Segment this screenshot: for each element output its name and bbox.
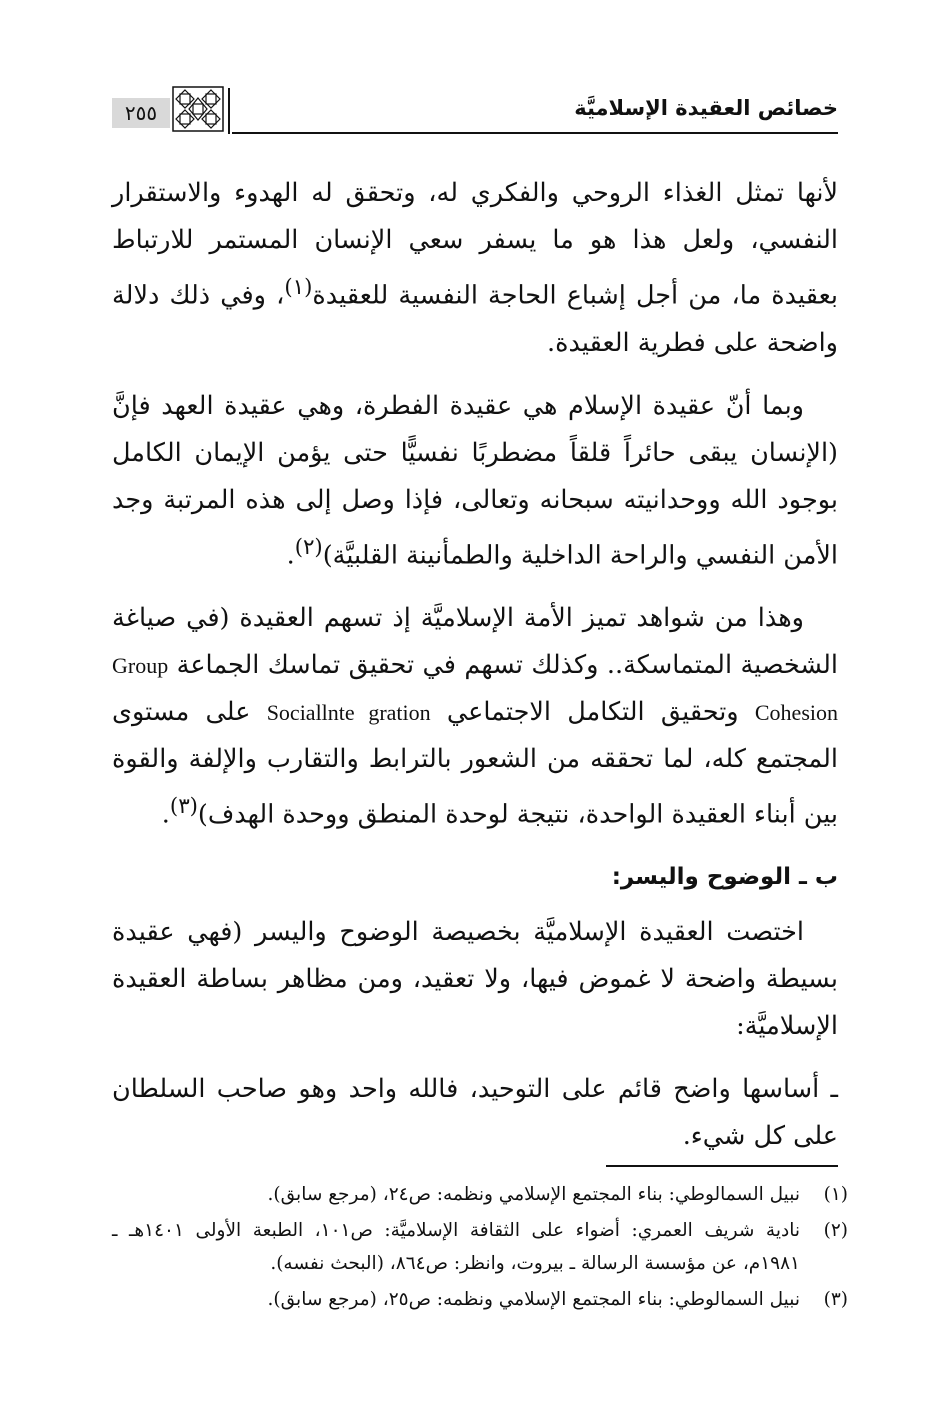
footnote-separator bbox=[606, 1165, 838, 1167]
paragraph-3 bbox=[112, 595, 838, 839]
main-text bbox=[112, 170, 838, 1176]
paragraph-1-end: ، وفي ذلك دلالة واضحة على فطرية العقيدة. bbox=[112, 280, 838, 358]
footnote-ref-3: (٣) bbox=[169, 794, 198, 819]
section-heading: ب ـ الوضوح واليسر: bbox=[611, 863, 838, 890]
ornament-icon bbox=[172, 86, 224, 132]
paragraph-5: ـ أساسها واضح قائم على التوحيد، فالله واحد وهو صاحب السلطان على كل شيء. bbox=[112, 1073, 838, 1151]
latin-term-2: Sociallnte gration bbox=[266, 700, 431, 725]
paragraph-1 bbox=[112, 170, 838, 367]
paragraph-3-end: . bbox=[161, 799, 170, 830]
header-divider bbox=[228, 88, 230, 134]
footnote-number: (١) bbox=[823, 1184, 848, 1205]
footnote-2 bbox=[112, 1214, 848, 1280]
paragraph-2 bbox=[112, 383, 838, 580]
header-title: خصائص العقيدة الإسلاميَّة bbox=[574, 96, 838, 120]
footnote-text: نادية شريف العمري: أضواء على الثقافة الإسلاميَّة: ص١٠١، الطبعة الأولى ١٤٠١هـ ـ ١٩٨١م، عن مؤسسة الرسالة ـ بيروت، وانظر: ص٨٦٤، (البحث نفسه). bbox=[112, 1220, 801, 1274]
footnote-text: نبيل السمالوطي: بناء المجتمع الإسلامي ونظمه: ص٢٥، (مرجع سابق). bbox=[267, 1289, 800, 1310]
paragraph-3-text-c: على مستوى المجتمع كله، لما تحققه من الشعور بالترابط والتقارب والإلفة والقوة بين أبناء العقيدة الواحدة، نتيجة لوحدة المنطق ووحدة الهدف) bbox=[112, 697, 838, 830]
paragraph-1-text: لأنها تمثل الغذاء الروحي والفكري له، وتحقق له الهدوء والاستقرار النفسي، ولعل هذا هو ما يسفر سعي الإنسان المستمر للارتباط بعقيدة ما، من أجل إشباع الحاجة النفسية للعقيدة bbox=[112, 178, 839, 311]
footnote-ref-2: (٢) bbox=[294, 534, 323, 560]
header-rule bbox=[232, 132, 838, 134]
footnote-3 bbox=[112, 1283, 848, 1316]
footnote-number: (٣) bbox=[823, 1289, 848, 1310]
footnote-text: نبيل السمالوطي: بناء المجتمع الإسلامي ونظمه: ص٢٤، (مرجع سابق). bbox=[267, 1184, 800, 1205]
footnote-number: (٢) bbox=[823, 1220, 848, 1241]
paragraph-3-text-b: وتحقيق التكامل الاجتماعي bbox=[446, 697, 739, 727]
page-number: ٢٥٥ bbox=[112, 98, 170, 128]
paragraph-2-end: . bbox=[286, 540, 295, 570]
footnote-ref-1: (١) bbox=[284, 275, 313, 300]
latin-term-1: Group Cohesion bbox=[112, 653, 838, 725]
paragraph-4: اختصت العقيدة الإسلاميَّة بخصيصة الوضوح واليسر (فهي عقيدة بسيطة واضحة لا غموض فيها، ولا تعقيد، ومن مظاهر بساطة العقيدة الإسلاميَّة: bbox=[112, 916, 838, 1041]
footnotes bbox=[112, 1178, 848, 1319]
paragraph-2-text: وبما أنّ عقيدة الإسلام هي عقيدة الفطرة، وهي عقيدة العهد فإنَّ (الإنسان يبقى حائراً قلقاً مضطربًا نفسيًّا حتى يؤمن الإيمان الكامل بوجود الله ووحدانيته سبحانه وتعالى، فإذا وصل إلى هذه المرتبة وجد الأمن النفسي والراحة الداخلية والطمأنينة القلبيَّة) bbox=[112, 390, 838, 570]
paragraph-3-text-a: وهذا من شواهد تميز الأمة الإسلاميَّة إذ تسهم العقيدة (في صياغة الشخصية المتماسكة.. وكذلك تسهم في تحقيق تماسك الجماعة bbox=[112, 603, 838, 680]
running-header bbox=[112, 82, 838, 134]
footnote-1 bbox=[112, 1178, 848, 1211]
